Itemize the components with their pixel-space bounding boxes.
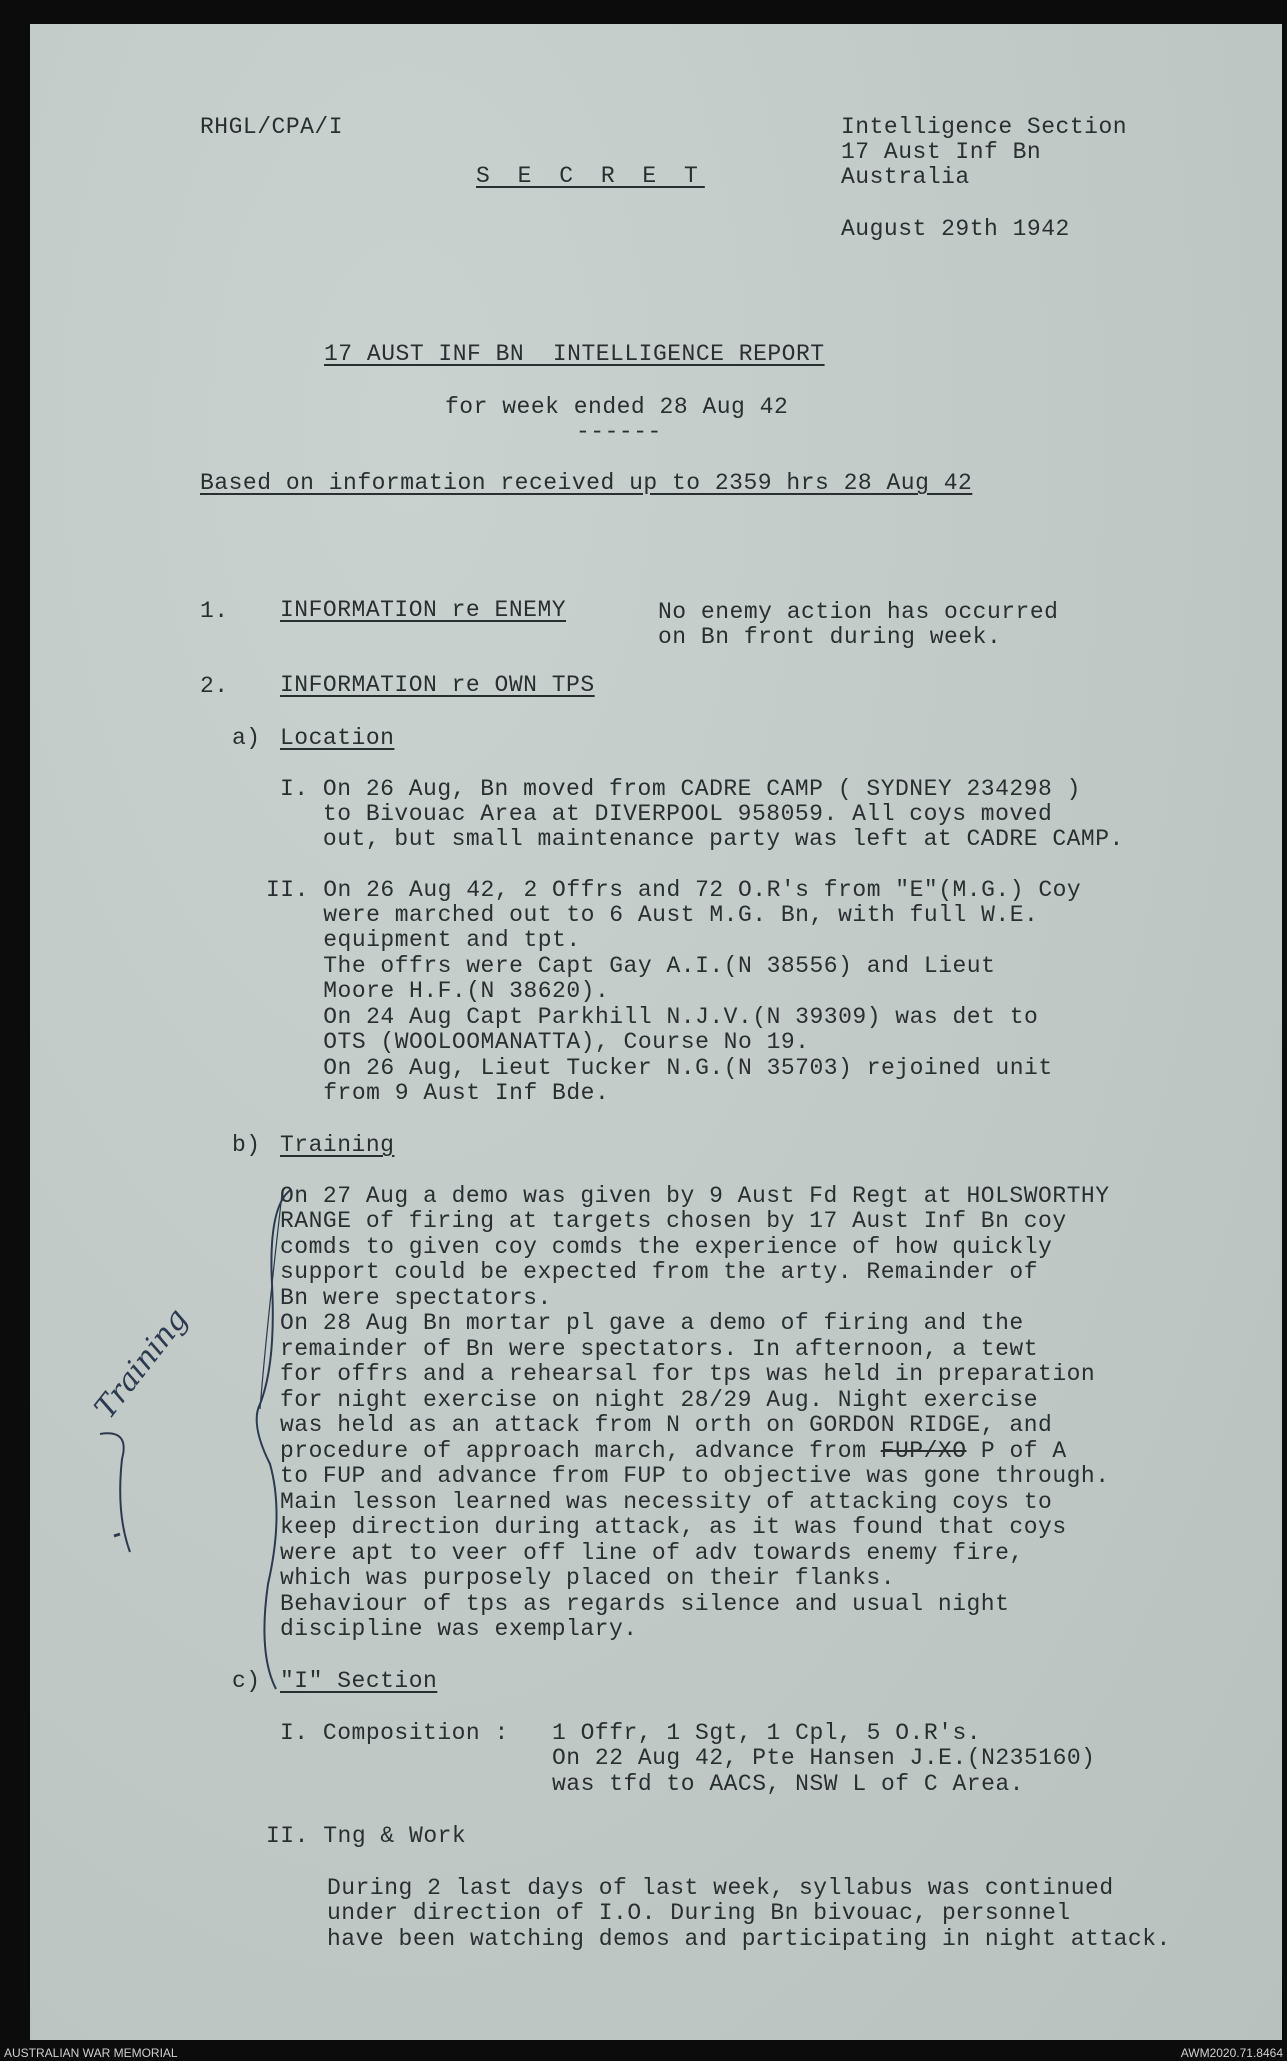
location-item-II-line-1: II. On 26 Aug 42, 2 Offrs and 72 O.R's from "E"(M.G.) Coy	[266, 877, 1082, 903]
training-line: On 27 Aug a demo was given by 9 Aust Fd Regt at HOLSWORTHY	[280, 1183, 1110, 1209]
training-line: for night exercise on night 28/29 Aug. Night exercise	[280, 1387, 1039, 1413]
subsection-a-label: a)	[232, 725, 261, 751]
subsection-b-label: b)	[232, 1132, 261, 1158]
address-line-3: Australia	[841, 164, 970, 190]
section-1-text-line-2: on Bn front during week.	[658, 624, 1002, 650]
address-line-1: Intelligence Section	[841, 114, 1128, 140]
section-2-number: 2.	[200, 673, 229, 699]
location-item-I-line-1: I. On 26 Aug, Bn moved from CADRE CAMP ( SYDNEY 234298 )	[280, 776, 1081, 802]
document-page	[30, 24, 1282, 2040]
training-line: remainder of Bn were spectators. In afternoon, a tewt	[280, 1336, 1039, 1362]
report-title: 17 AUST INF BN INTELLIGENCE REPORT	[324, 341, 825, 367]
training-line: Behaviour of tps as regards silence and usual night	[280, 1591, 1010, 1617]
report-date: August 29th 1942	[841, 216, 1070, 242]
classification-secret: S E C R E T	[476, 163, 705, 189]
section-2-heading: INFORMATION re OWN TPS	[280, 672, 595, 698]
training-line: which was purposely placed on their flanks.	[280, 1565, 895, 1591]
footer-archive-name: AUSTRALIAN WAR MEMORIAL	[4, 2046, 178, 2060]
training-line: discipline was exemplary.	[280, 1616, 638, 1642]
section-1-text-line-1: No enemy action has occurred	[658, 599, 1059, 625]
composition-label: I. Composition :	[280, 1720, 509, 1746]
struck-text: FUP/XO	[880, 1438, 967, 1464]
training-line: Main lesson learned was necessity of attacking coys to	[280, 1489, 1053, 1515]
reference-code: RHGL/CPA/I	[200, 114, 344, 140]
training-line: were apt to veer off line of adv towards enemy fire,	[280, 1540, 1024, 1566]
report-subtitle: for week ended 28 Aug 42	[445, 394, 789, 420]
section-1-number: 1.	[200, 598, 229, 624]
subsection-c-heading: "I" Section	[280, 1668, 438, 1694]
training-line: comds to given coy comds the experience of how quickly	[280, 1234, 1053, 1260]
subsection-c-label: c)	[232, 1668, 261, 1694]
training-line-part-a: procedure of approach march, advance from	[280, 1438, 881, 1464]
information-basis: Based on information received up to 2359 hrs 28 Aug 42	[200, 470, 973, 496]
training-line: keep direction during attack, as it was found that coys	[280, 1514, 1067, 1540]
composition-line-2: On 22 Aug 42, Pte Hansen J.E.(N235160)	[552, 1745, 1096, 1771]
location-item-II-line-5: Moore H.F.(N 38620).	[266, 978, 610, 1004]
location-item-II-line-7: OTS (WOOLOOMANATTA), Course No 19.	[266, 1029, 810, 1055]
tng-work-line-2: under direction of I.O. During Bn bivouac, personnel	[327, 1900, 1071, 1926]
training-line: to FUP and advance from FUP to objective was gone through.	[280, 1463, 1110, 1489]
location-item-II-line-2: were marched out to 6 Aust M.G. Bn, with full W.E.	[266, 902, 1039, 928]
tng-work-line-1: During 2 last days of last week, syllabus was continued	[327, 1875, 1114, 1901]
location-item-II-line-3: equipment and tpt.	[266, 927, 581, 953]
location-item-I-line-2: to Bivouac Area at DIVERPOOL 958059. All coys moved	[280, 801, 1053, 827]
subsection-a-heading: Location	[280, 725, 395, 751]
margin-note-handwritten: Training	[88, 1302, 196, 1426]
location-item-II-line-8: On 26 Aug, Lieut Tucker N.G.(N 35703) rejoined unit	[266, 1055, 1053, 1081]
training-line: RANGE of firing at targets chosen by 17 Aust Inf Bn coy	[280, 1208, 1067, 1234]
training-line: On 28 Aug Bn mortar pl gave a demo of firing and the	[280, 1310, 1024, 1336]
composition-line-1: 1 Offr, 1 Sgt, 1 Cpl, 5 O.R's.	[552, 1720, 982, 1746]
training-line: was held as an attack from N orth on GORDON RIDGE, and	[280, 1412, 1053, 1438]
location-item-I-line-3: out, but small maintenance party was left at CADRE CAMP.	[280, 826, 1124, 852]
location-item-II-line-9: from 9 Aust Inf Bde.	[266, 1080, 610, 1106]
training-line: support could be expected from the arty. Remainder of	[280, 1259, 1039, 1285]
footer-catalog-number: AWM2020.71.8464	[1180, 2046, 1283, 2060]
section-1-heading: INFORMATION re ENEMY	[280, 597, 567, 623]
address-line-2: 17 Aust Inf Bn	[841, 139, 1042, 165]
tng-work-heading: II. Tng & Work	[266, 1823, 467, 1849]
title-rule: ------	[576, 419, 662, 445]
tng-work-line-3: have been watching demos and participating in night attack.	[327, 1926, 1171, 1952]
training-line-with-correction	[280, 1438, 1067, 1464]
location-item-II-line-6: On 24 Aug Capt Parkhill N.J.V.(N 39309) was det to	[266, 1004, 1039, 1030]
training-line: for offrs and a rehearsal for tps was held in preparation	[280, 1361, 1096, 1387]
training-line: Bn were spectators.	[280, 1285, 552, 1311]
subsection-b-heading: Training	[280, 1132, 395, 1158]
location-item-II-line-4: The offrs were Capt Gay A.I.(N 38556) and Lieut	[266, 953, 996, 979]
composition-line-3: was tfd to AACS, NSW L of C Area.	[552, 1771, 1024, 1797]
training-line-part-b: P of A	[966, 1438, 1067, 1464]
